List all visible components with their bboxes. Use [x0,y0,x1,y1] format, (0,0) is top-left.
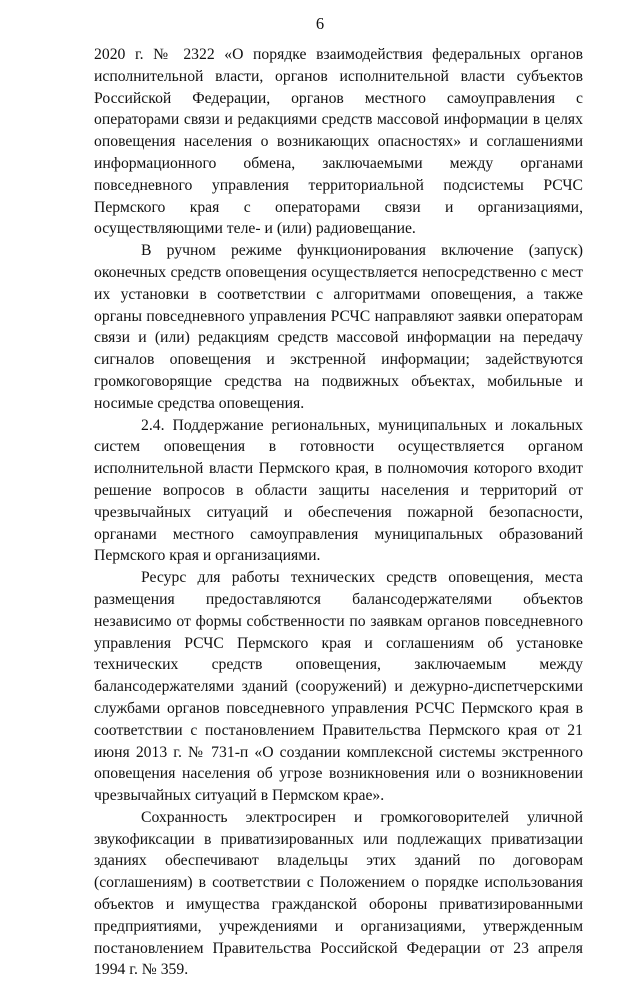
paragraph-resource: Ресурс для работы технических средств оповещения, места размещения предоставляются балансодержателями объектов независимо от формы собственности по заявкам органов повседневного управления РСЧС Пермского края и соглашениям об установке технических средств оповещения, заключаемым между балансодержателями зданий (сооружений) и дежурно-диспетчерскими службами органов повседневного управления РСЧС Пермского края в соответствии с постановлением Правительства Пермского края от 21 июня 2013 г. № 731-п «О создании комплексной системы экстренного оповещения населения об угрозе возникновения или о возникновении чрезвычайных ситуаций в Пермском крае». [94,569,583,805]
document-body [94,44,583,981]
paragraph-manual-mode: В ручном режиме функционирования включение (запуск) оконечных средств оповещения осуществляется непосредственно с мест их установки в соответствии с алгоритмами оповещения, а также органы повседневного управления РСЧС направляют заявки операторам связи и (или) редакциям средств массовой информации на передачу сигналов оповещения и экстренной информации; задействуются громкоговорящие средства на подвижных объектах, мобильные и носимые средства оповещения. [94,242,583,412]
paragraph-section-2-4: 2.4. Поддержание региональных, муниципальных и локальных систем оповещения в готовности осуществляется органом исполнительной власти Пермского края, в полномочия которого входит решение вопросов в области защиты населения и территорий от чрезвычайных ситуаций и обеспечения пожарной безопасности, органами местного самоуправления муниципальных образований Пермского края и организациями. [94,416,583,565]
page-number: 6 [315,14,325,33]
paragraph-decree-continuation: 2020 г. № 2322 «О порядке взаимодействия федеральных органов исполнительной власти, органов исполнительной власти субъектов Российской Федерации, органов местного самоуправления с операторами связи и редакциями средств массовой информации в целях оповещения населения о возникающих опасностях» и соглашениями информационного обмена, заключаемыми между органами повседневного управления территориальной подсистемы РСЧС Пермского края с операторами связи и организациями, осуществляющими теле- и (или) радиовещание. [94,46,583,238]
paragraph-preservation: Сохранность электросирен и громкоговорителей уличной звукофиксации в приватизированных или подлежащих приватизации зданиях обеспечивают владельцы этих зданий по договорам (соглашениям) в соответствии с Положением о порядке использования объектов и имущества гражданской обороны приватизированными предприятиями, учреждениями и организациями, утвержденным постановлением Правительства Российской Федерации от 23 апреля 1994 г. № 359. [94,808,583,979]
